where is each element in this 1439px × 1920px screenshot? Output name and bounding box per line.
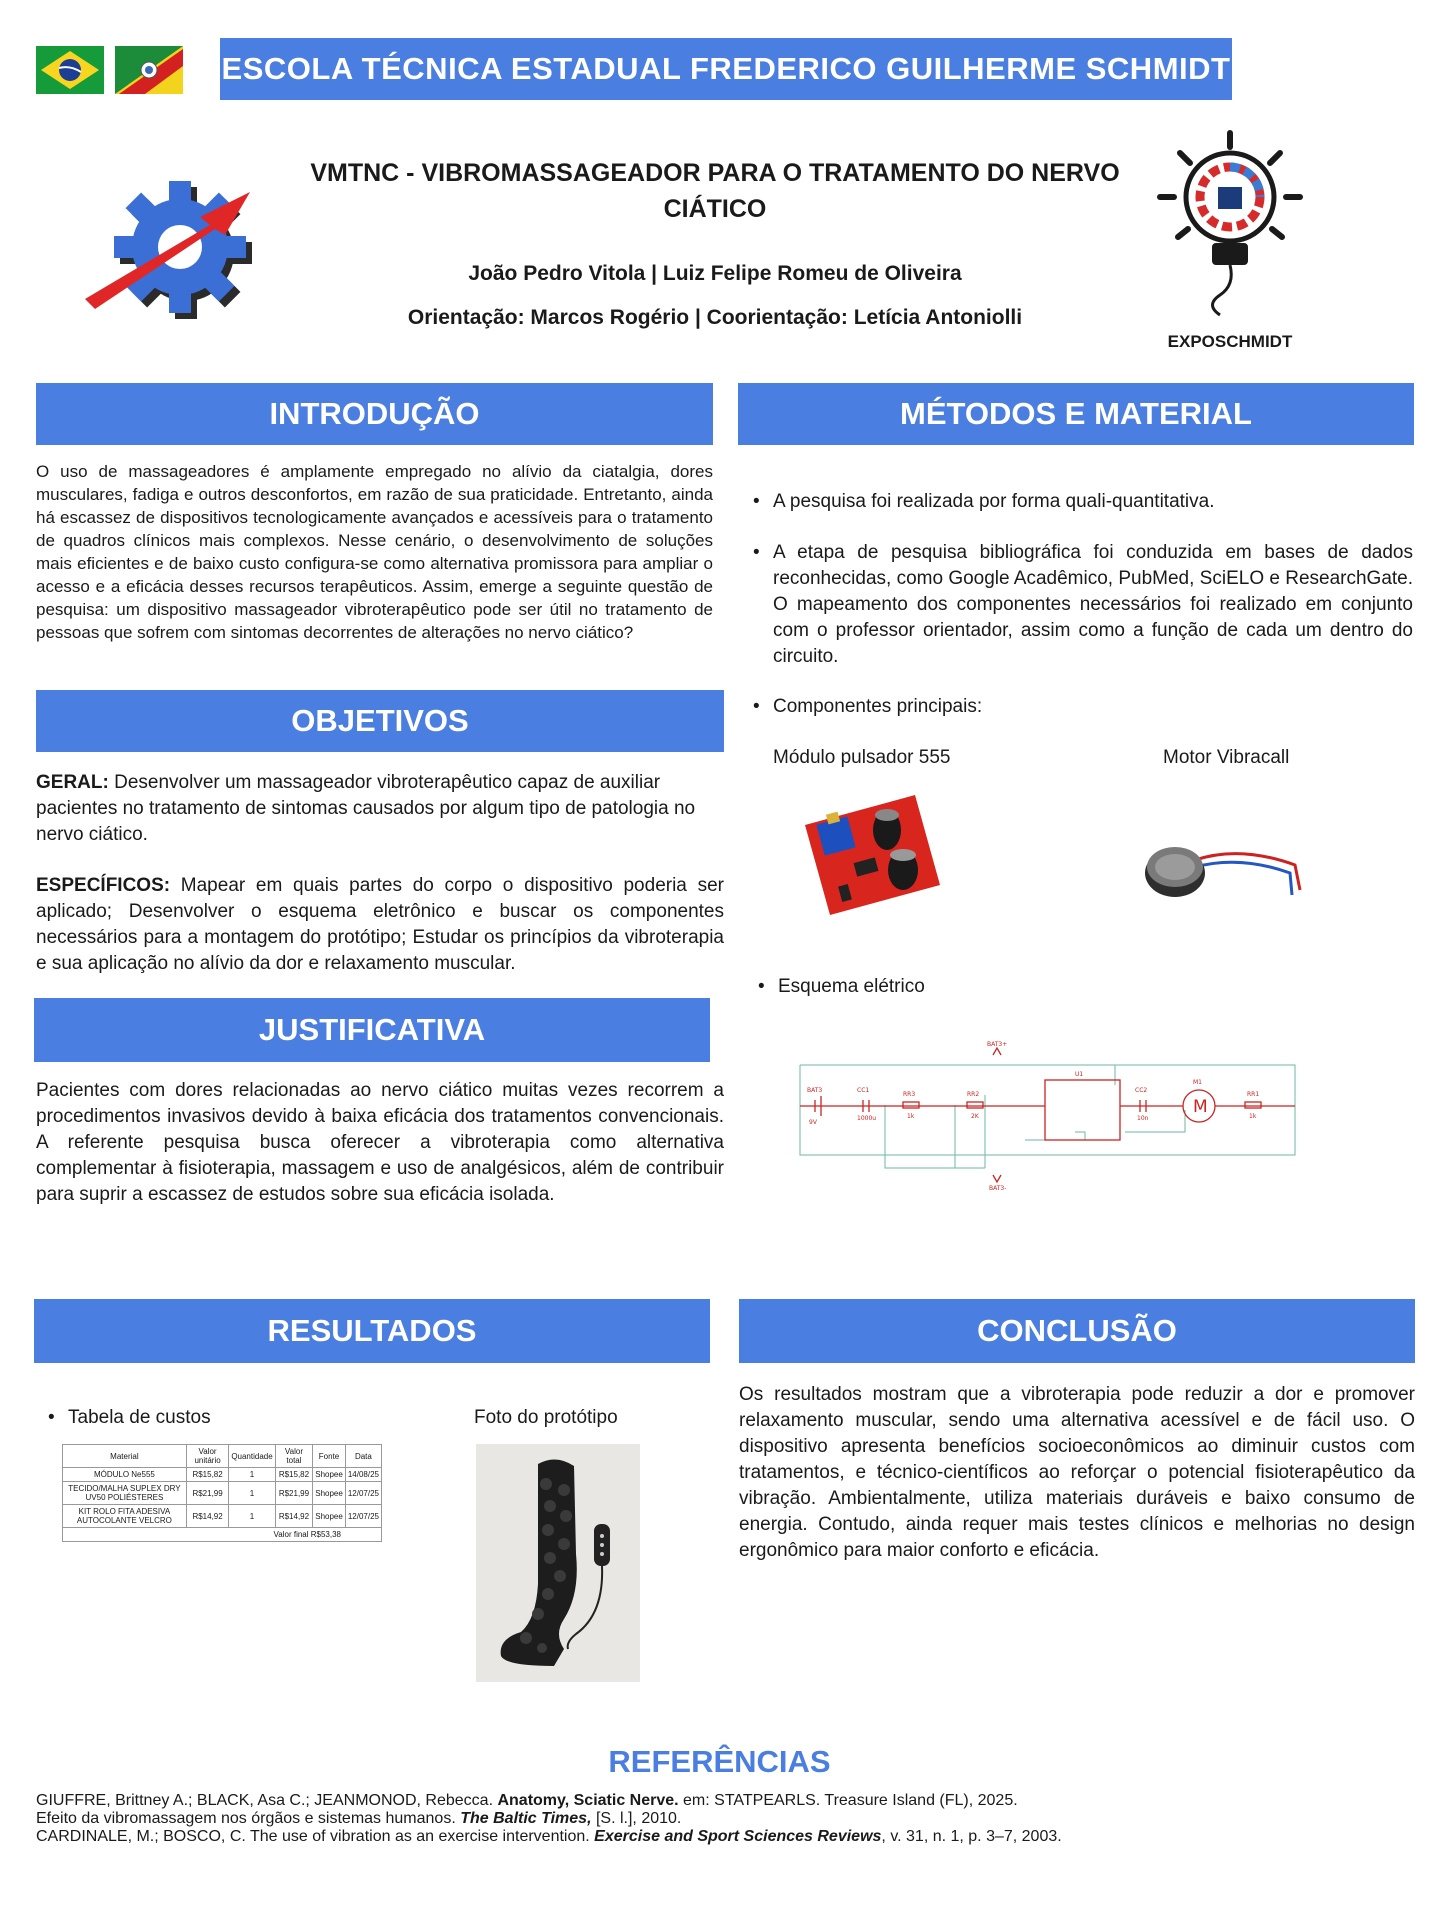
component-2-label: Motor Vibracall: [1163, 747, 1290, 768]
metodos-heading: MÉTODOS E MATERIAL: [738, 383, 1414, 445]
metodos-bullet-2: • A etapa de pesquisa bibliográfica foi conduzida em bases de dados reconhecidas, como Google Acadêmico, PubMed, SciELO e ResearchGate. O mapeamento dos componentes necessários foi realizado em conjunto com o professor orientador, assim como a função de cada um dentro do circuito.: [773, 540, 1413, 670]
reference-1-source: em: STATPEARLS. Treasure Island (FL), 2025.: [678, 1792, 1018, 1809]
objetivos-heading: OBJETIVOS: [36, 690, 724, 752]
reference-2: [36, 1810, 1416, 1828]
justificativa-heading: JUSTIFICATIVA: [34, 998, 710, 1062]
intro-heading: INTRODUÇÃO: [36, 383, 713, 445]
schematic-r1-value: 1k: [907, 1113, 915, 1120]
component-1-label: Módulo pulsador 555: [773, 747, 951, 768]
rs-flag-icon: [115, 46, 183, 94]
th-quantity: Quantidade: [229, 1445, 275, 1468]
especificos-text: Mapear em quais partes do corpo o dispositivo poderia ser aplicado; Desenvolver o esquema eletrônico e buscar os componentes necessários para a montagem do protótipo; Estudar os princípios da vibroterapia e sua aplicação no alívio da dor e relaxamento muscular.: [36, 875, 724, 974]
exposchmidt-label: EXPOSCHMIDT: [1167, 332, 1293, 351]
resultados-bullet: • Tabela de custos: [68, 1405, 211, 1431]
conclusao-text: Os resultados mostram que a vibroterapia pode reduzir a dor e promover relaxamento muscular, sendo uma alternativa acessível e de fácil uso. O dispositivo apresenta benefícios socioeconômicos ao diminuir custos com tratamentos, e técnico-científicos ao reforçar o potencial fisioterapêutico da vibração. Ambientalmente, utiliza materiais duráveis e baixo consumo de energia. Contudo, ainda requer mais testes clínicos e melhorias no design ergonômico para maior conforto e eficácia.: [739, 1384, 1415, 1561]
schematic-c1-value: 1000u: [857, 1115, 877, 1122]
th-total-value: Valor total: [275, 1445, 313, 1468]
brazil-flag-icon: [36, 46, 104, 94]
table-cell: MÓDULO Ne555: [63, 1468, 187, 1482]
circuit-schematic: [795, 1040, 1315, 1190]
table-cell: 1: [229, 1482, 275, 1505]
table-row: [63, 1468, 382, 1482]
th-source: Fonte: [313, 1445, 346, 1468]
table-cell: R$21,99: [275, 1482, 313, 1505]
reference-2-title: Efeito da vibromassagem nos órgãos e sistemas humanos.: [36, 1810, 461, 1827]
metodos-bullet-4: • Esquema elétrico: [778, 974, 925, 1000]
reference-3-source: , v. 31, n. 1, p. 3–7, 2003.: [881, 1828, 1062, 1845]
referencias-list: [36, 1792, 1416, 1846]
metodos-bullet-1: • A pesquisa foi realizada por forma quali-quantitativa.: [773, 489, 1413, 515]
schematic-bat-minus: BAT3-: [989, 1185, 1007, 1190]
table-total: Valor final R$53,38: [63, 1528, 382, 1542]
referencias-heading: REFERÊNCIAS: [608, 1744, 831, 1779]
table-cell: R$14,92: [186, 1505, 229, 1528]
schematic-r3: RR1: [1247, 1091, 1260, 1098]
reference-3-authors: CARDINALE, M.; BOSCO, C. The use of vibration as an exercise intervention.: [36, 1828, 595, 1845]
table-cell: 1: [229, 1505, 275, 1528]
table-cell: R$15,82: [275, 1468, 313, 1482]
schematic-bat-value: 9V: [809, 1119, 817, 1126]
authors: João Pedro Vitola | Luiz Felipe Romeu de Oliveira: [468, 262, 962, 285]
objetivos-geral: [36, 770, 724, 848]
advisors: Orientação: Marcos Rogério | Coorientação: Letícia Antoniolli: [407, 306, 1023, 329]
table-cell: TECIDO/MALHA SUPLEX DRY UV50 POLIÉSTERES: [63, 1482, 187, 1505]
schematic-c1: CC1: [857, 1087, 870, 1094]
table-cell: Shopee: [313, 1482, 346, 1505]
objetivos-especificos: [36, 873, 724, 977]
schematic-bat: BAT3: [807, 1087, 823, 1094]
poster-title: VMTNC - VIBROMASSAGEADOR PARA O TRATAMENTO DO NERVO CIÁTICO: [310, 159, 1120, 223]
th-unit-value: Valor unitário: [186, 1445, 229, 1468]
table-row: [63, 1505, 382, 1528]
schematic-r1: RR3: [903, 1091, 916, 1098]
reference-3-journal: Exercise and Sport Sciences Reviews: [594, 1828, 882, 1845]
table-cell: Shopee: [313, 1505, 346, 1528]
schematic-r2-value: 2K: [971, 1113, 979, 1120]
schematic-bat-plus: BAT3+: [987, 1041, 1008, 1048]
geral-text: Desenvolver um massageador vibroterapêutico capaz de auxiliar pacientes no tratamento de sintomas causados por algum tipo de patologia no nervo ciático.: [36, 772, 696, 845]
reference-1: [36, 1792, 1416, 1810]
table-row: [63, 1482, 382, 1505]
table-cell: R$21,99: [186, 1482, 229, 1505]
table-cell: R$15,82: [186, 1468, 229, 1482]
cost-table: [62, 1444, 382, 1542]
table-cell: 12/07/25: [345, 1505, 381, 1528]
justificativa-text: Pacientes com dores relacionadas ao nervo ciático muitas vezes recorrem a procedimentos invasivos devido à baixa eficácia dos tratamentos convencionais. A referente pesquisa busca oferecer a vibroterapia como alternativa complementar à fisioterapia, massagem e uso de analgésicos, além de contribuir para suprir a escassez de estudos sobre sua eficácia isolada.: [36, 1080, 724, 1205]
schematic-c2: CC2: [1135, 1087, 1148, 1094]
table-cell: KIT ROLO FITA ADESIVA AUTOCOLANTE VELCRO: [63, 1505, 187, 1528]
reference-3: [36, 1828, 1416, 1846]
photo-label: Foto do protótipo: [474, 1407, 618, 1428]
school-banner: ESCOLA TÉCNICA ESTADUAL FREDERICO GUILHERME SCHMIDT: [220, 38, 1232, 100]
table-cell: 14/08/25: [345, 1468, 381, 1482]
resultados-heading: RESULTADOS: [34, 1299, 710, 1363]
schematic-u1: U1: [1075, 1071, 1084, 1078]
reference-2-source: [S. l.], 2010.: [591, 1810, 682, 1827]
reference-1-title: Anatomy, Sciatic Nerve.: [497, 1792, 679, 1809]
schematic-c2-value: 10n: [1137, 1115, 1149, 1122]
table-cell: 1: [229, 1468, 275, 1482]
school-gear-logo-icon: [80, 175, 290, 325]
reference-2-journal: The Baltic Times,: [460, 1810, 592, 1827]
schematic-r3-value: 1k: [1249, 1113, 1257, 1120]
table-cell: R$14,92: [275, 1505, 313, 1528]
prototype-photo: [476, 1444, 640, 1682]
th-date: Data: [345, 1445, 381, 1468]
reference-1-authors: GIUFFRE, Brittney A.; BLACK, Asa C.; JEANMONOD, Rebecca.: [36, 1792, 498, 1809]
exposchmidt-logo-icon: [1150, 125, 1310, 325]
table-cell: 12/07/25: [345, 1482, 381, 1505]
schematic-r2: RR2: [967, 1091, 980, 1098]
table-header-row: [63, 1445, 382, 1468]
intro-text: O uso de massageadores é amplamente empregado no alívio da ciatalgia, dores musculares, fadiga e outros desconfortos, em razão de sua praticidade. Entretanto, ainda há escassez de dispositivos tecnologicamente avançados e acessíveis para o tratamento de quadros clínicos mais complexos. Nesse cenário, o desenvolvimento de soluções mais eficientes e de baixo custo configura-se como alternativa promissora para ampliar o acesso e a eficácia desses recursos terapêuticos. Assim, emerge a seguinte questão de pesquisa: um dispositivo massageador vibroterapêutico pode ser útil no tratamento de pessoas que sofrem com sintomas decorrentes de alterações no nervo ciático?: [36, 462, 713, 642]
table-total-row: [63, 1528, 382, 1542]
vibracall-motor-image: [1140, 825, 1315, 905]
table-cell: Shopee: [313, 1468, 346, 1482]
pulse-module-image: [795, 785, 945, 925]
metodos-bullet-3: • Componentes principais:: [773, 694, 1413, 720]
th-material: Material: [63, 1445, 187, 1468]
conclusao-heading: CONCLUSÃO: [739, 1299, 1415, 1363]
schematic-motor: M1: [1193, 1079, 1202, 1086]
schematic-motor-symbol: M: [1193, 1097, 1208, 1117]
geral-label: GERAL:: [36, 772, 109, 793]
especificos-label: ESPECÍFICOS:: [36, 875, 171, 896]
